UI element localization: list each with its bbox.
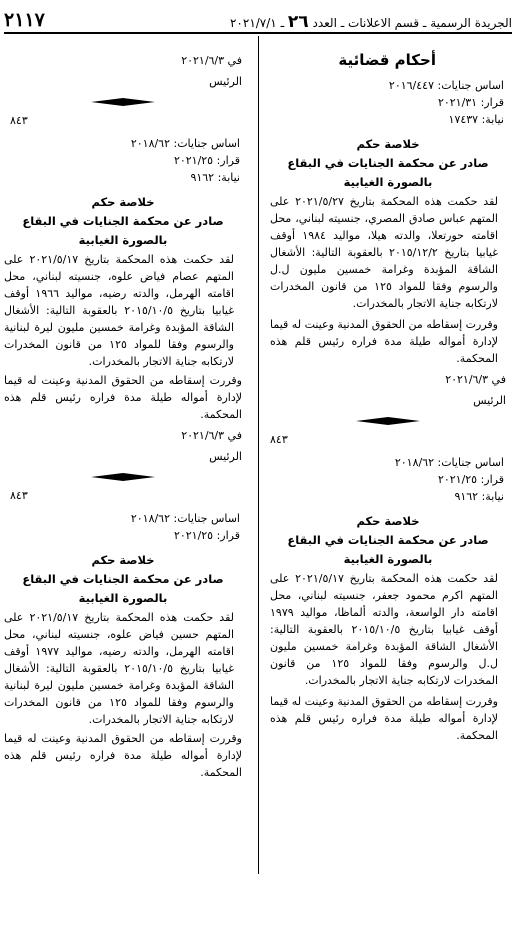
form-heading: بالصورة الغيابية	[78, 591, 168, 605]
left-column	[4, 52, 242, 926]
signature-title: الرئيس	[209, 450, 242, 463]
signature-date: في ٢٠٢١/٦/٣	[181, 54, 242, 67]
signature-title: الرئيس	[473, 394, 506, 407]
issue-number: ٢٦	[287, 12, 309, 32]
case-basis: اساس جنايات: ٢٠١٨/٦٢	[130, 512, 240, 525]
rights-paragraph: وقررت إسقاطه من الحقوق المدنية وعينت له قيما لإدارة أمواله طيلة مدة فراره رئيس قلم هذه المحكمة.	[270, 695, 498, 742]
notice-reference: ٨٤٣	[10, 114, 28, 127]
case-basis: اساس جنايات: ٢٠١٨/٦٢	[130, 137, 240, 150]
judgment-summary-heading: خلاصة حكم	[91, 195, 155, 209]
court-heading: صادر عن محكمة الجنايات في البقاع	[287, 533, 489, 547]
rights-paragraph: وقررت إسقاطه من الحقوق المدنية وعينت له قيما لإدارة أمواله طيلة مدة فراره رئيس قلم هذه المحكمة.	[4, 374, 242, 421]
diamond-separator-icon	[356, 416, 420, 426]
judgment-summary-heading: خلاصة حكم	[356, 514, 420, 528]
section-title: أحكام قضائية	[338, 51, 436, 69]
case-basis: اساس جنايات: ٢٠١٦/٤٤٧	[388, 79, 504, 92]
form-heading: بالصورة الغيابية	[78, 233, 168, 247]
signature-date: في ٢٠٢١/٦/٣	[445, 373, 506, 386]
form-heading: بالصورة الغيابية	[343, 175, 433, 189]
signature-date: في ٢٠٢١/٦/٣	[181, 429, 242, 442]
diamond-separator-icon	[91, 97, 155, 107]
court-heading: صادر عن محكمة الجنايات في البقاع	[22, 572, 224, 586]
case-decision: قرار: ٢٠٢١/٢٥	[173, 154, 240, 167]
judgment-paragraph: لقد حكمت هذه المحكمة بتاريخ ٢٠٢١/٥/١٧ على المتهم حسين فياض علوه، جنسيته لبناني، محل اقامته الهرمل، والدته رضيه، مواليد ١٩٧٧ أوقف غيابيا بتاريخ ٢٠١٥/١٠/٥ بالعقوبة التالية: الأشغال الشاقة المؤبدة وغرامة خمسين مليون ليرة لبنانية والرسوم وفقا للمواد ١٢٥ من قانون المخدرات لارتكابه جناية الاتجار بالمخدرات.	[4, 611, 234, 726]
judgment-paragraph: لقد حكمت هذه المحكمة بتاريخ ٢٠٢١/٥/١٧ على المتهم عصام فياض علوه، جنسيته لبناني، محل اقامته الهرمل، والدته رضيه، مواليد ١٩٦٦ أوقف غيابيا بتاريخ ٢٠١٥/١٠/٥ بالعقوبة التالية: الأشغال الشاقة المؤبدة وغرامة خمسين مليون ليرة لبنانية والرسوم وفقا للمواد ١٢٥ من قانون المخدرات لارتكابه جناية الاتجار بالمخدرات.	[4, 253, 234, 368]
separator-ornament	[4, 469, 242, 485]
page-header	[4, 6, 512, 34]
case-prosecution: نيابة: ٩١٦٢	[454, 490, 504, 503]
case-decision: قرار: ٢٠٢١/٣١	[437, 96, 504, 109]
notice-reference: ٨٤٣	[270, 433, 288, 446]
signature-title: الرئيس	[209, 75, 242, 88]
page-number: ٢١١٧	[4, 10, 45, 31]
court-heading: صادر عن محكمة الجنايات في البقاع	[22, 214, 224, 228]
column-divider	[258, 36, 259, 874]
case-prosecution: نيابة: ٩١٦٢	[190, 171, 240, 184]
case-decision: قرار: ٢٠٢١/٢٥	[173, 529, 240, 542]
case-decision: قرار: ٢٠٢١/٢٥	[437, 473, 504, 486]
rights-paragraph: وقررت إسقاطه من الحقوق المدنية وعينت له قيما لإدارة أمواله طيلة مدة فراره رئيس قلم هذه المحكمة.	[270, 318, 498, 365]
case-prosecution: نيابة: ١٧٤٣٧	[448, 113, 504, 126]
separator-ornament	[270, 413, 506, 429]
judgment-summary-heading: خلاصة حكم	[356, 137, 420, 151]
judgment-paragraph: لقد حكمت هذه المحكمة بتاريخ ٢٠٢١/٥/١٧ على المتهم اكرم محمود جعفر، جنسيته لبناني، محل اقامته دار الواسعة، والدته ألماظا، مواليد ١٩٧٩ أوقف غيابيا بتاريخ ٢٠١٥/١٠/٥ بالعقوبة التالية: الأشغال الشاقة المؤبدة وغرامة خمسين مليون ل.ل والرسوم وفقا للمواد ١٢٥ من قانون المخدرات لارتكابه جناية الاتجار بالمخدرات.	[270, 572, 499, 687]
gazette-header-title	[230, 12, 512, 32]
rights-paragraph: وقررت إسقاطه من الحقوق المدنية وعينت له قيما لإدارة أمواله طيلة مدة فراره رئيس قلم هذه المحكمة.	[4, 732, 242, 779]
header-text: الجريدة الرسمية ـ قسم الاعلانات ـ العدد	[308, 16, 512, 30]
judgment-summary-heading: خلاصة حكم	[91, 553, 155, 567]
header-date: ـ ٢٠٢١/٧/١	[229, 16, 288, 30]
right-column	[270, 48, 506, 926]
separator-ornament	[4, 94, 242, 110]
case-basis: اساس جنايات: ٢٠١٨/٦٢	[394, 456, 504, 469]
notice-reference: ٨٤٣	[10, 489, 28, 502]
judgment-paragraph: لقد حكمت هذه المحكمة بتاريخ ٢٠٢١/٥/٢٧ على المتهم عباس صادق المصري، جنسيته لبناني، محل اقامته حورتعلا، والدته هيلا، مواليد ١٩٨٤ أوقف غيابيا بتاريخ ٢٠١٥/١٢/٢ بالعقوبة التالية: الأشغال الشاقة المؤبدة وغرامة خمسين مليون ل.ل والرسوم وفقا للمواد ١٢٥ من قانون المخدرات لارتكابه جناية الاتجار بالمخدرات.	[270, 195, 499, 310]
diamond-separator-icon	[91, 472, 155, 482]
court-heading: صادر عن محكمة الجنايات في البقاع	[287, 156, 489, 170]
form-heading: بالصورة الغيابية	[343, 552, 433, 566]
